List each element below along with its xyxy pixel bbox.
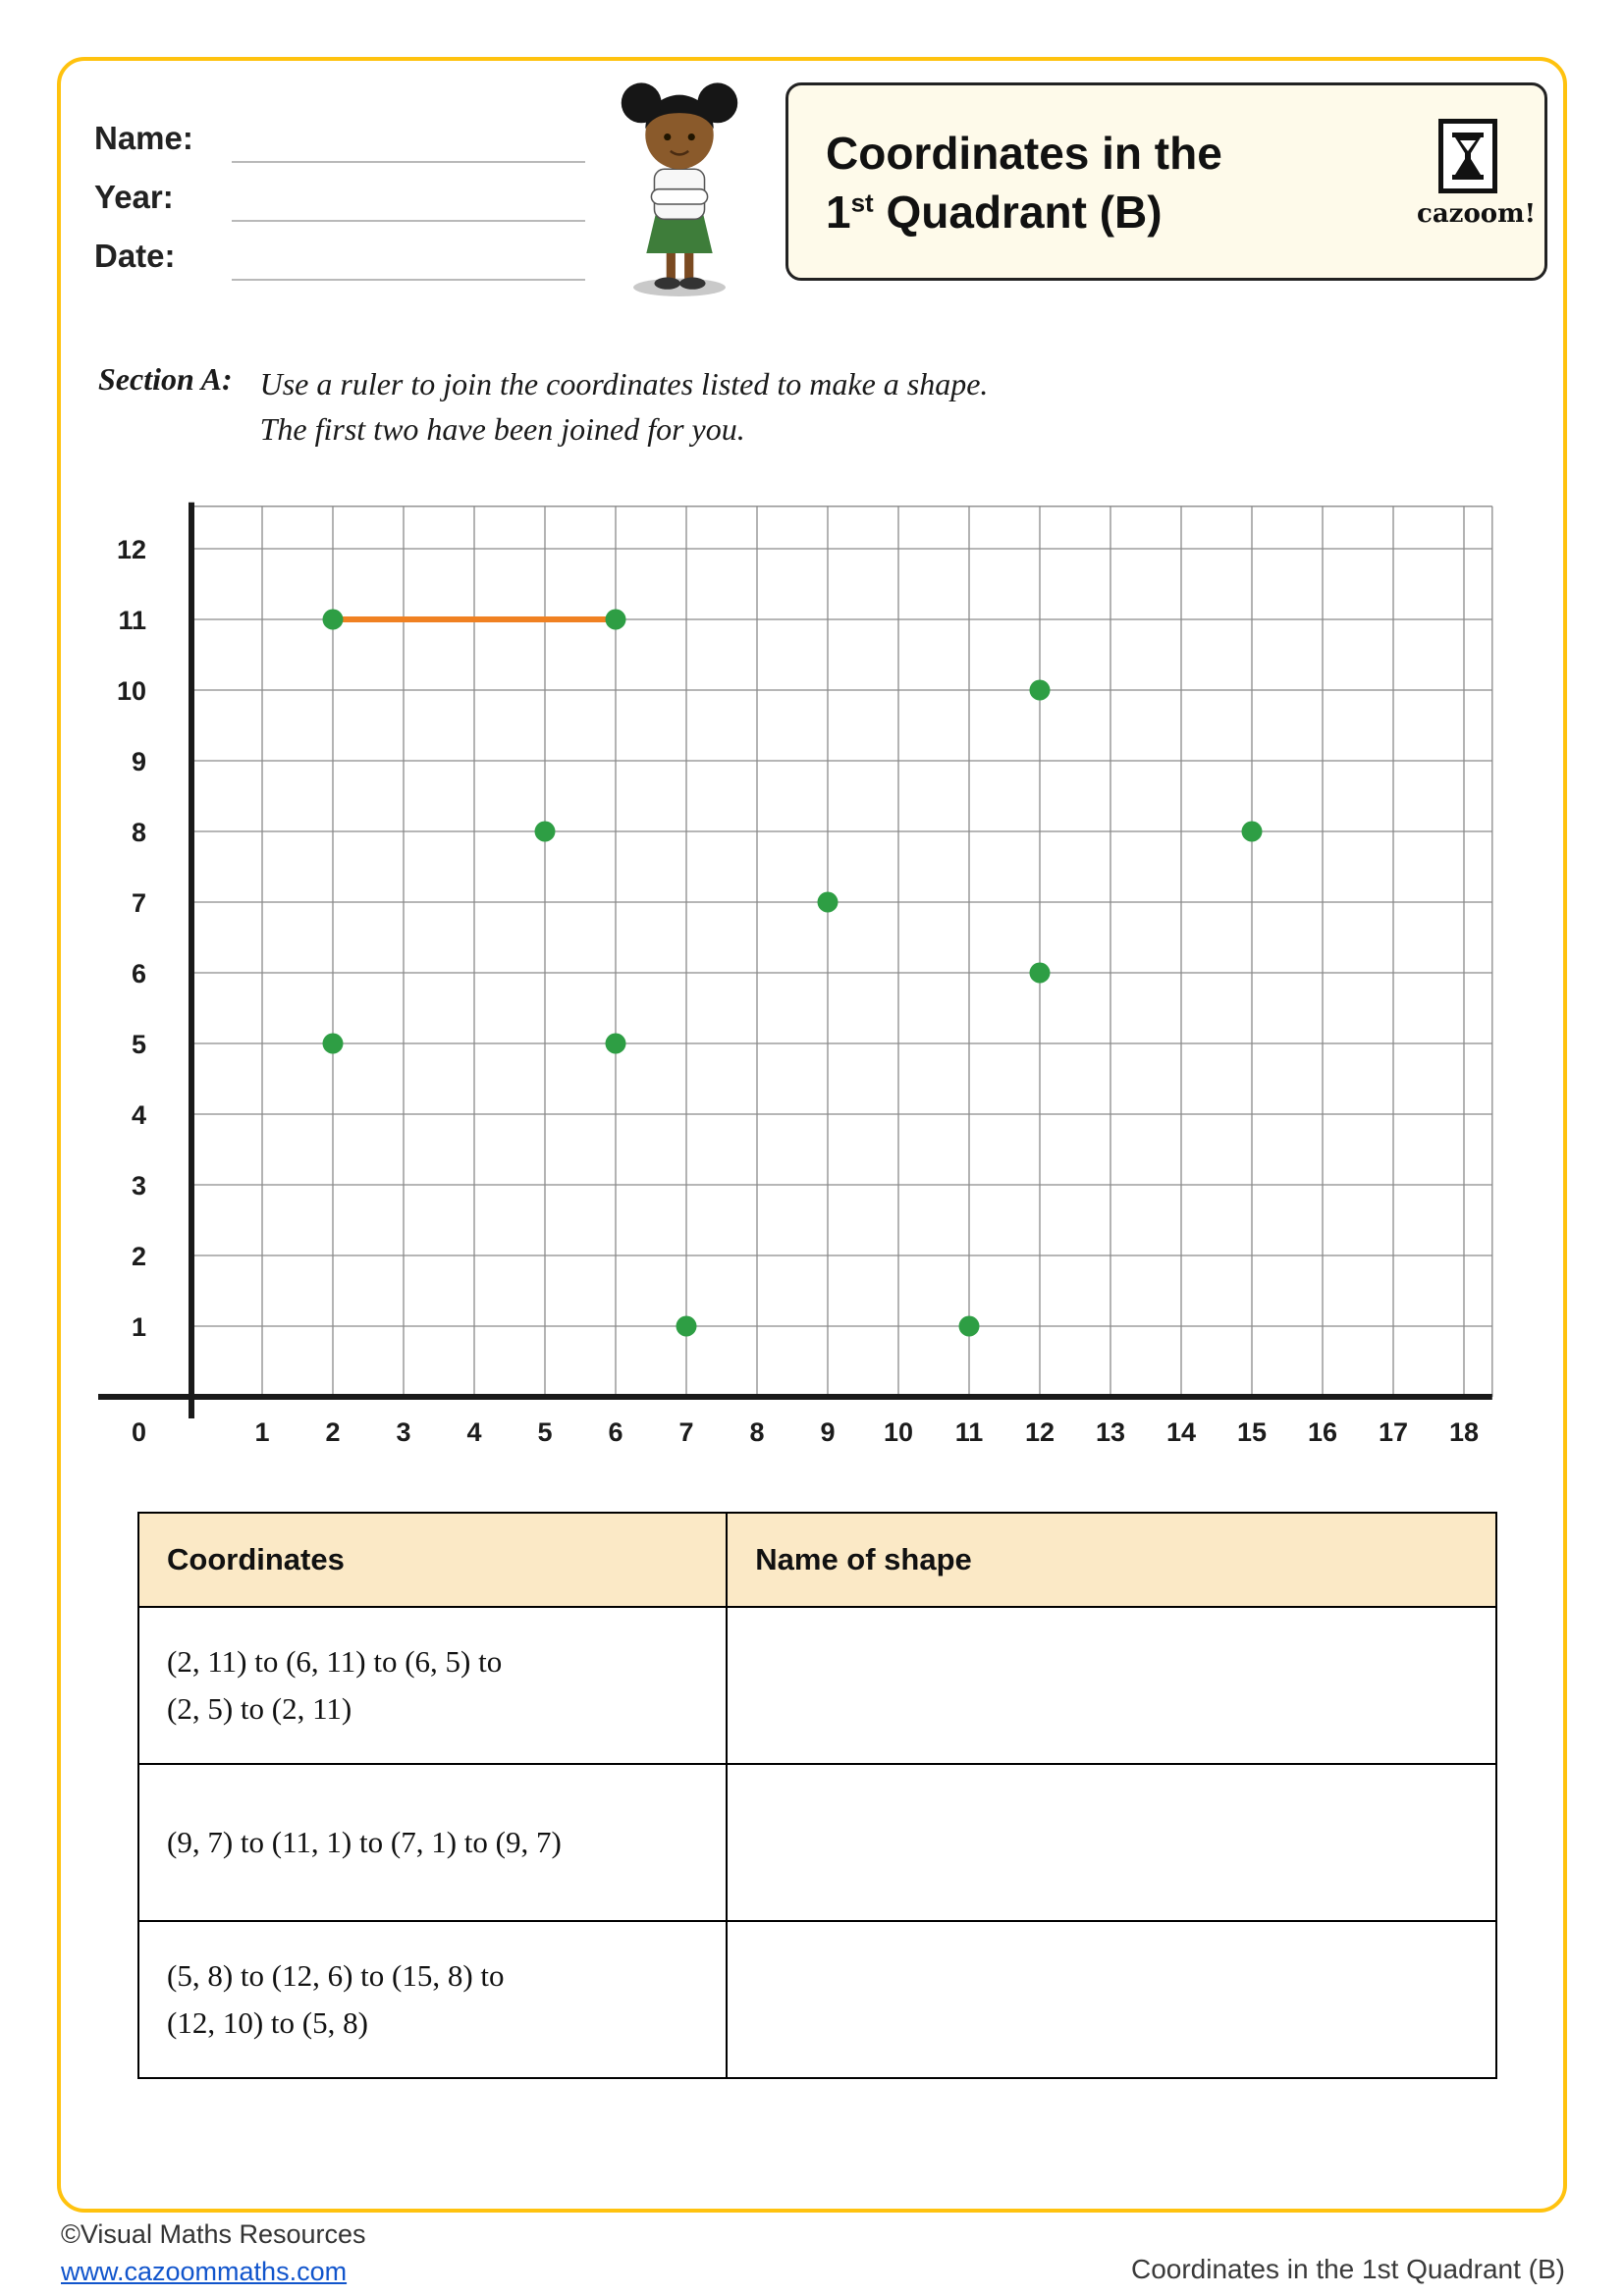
svg-text:4: 4 xyxy=(131,1100,146,1130)
svg-text:10: 10 xyxy=(883,1417,914,1447)
svg-text:11: 11 xyxy=(118,606,146,635)
plotted-point xyxy=(1030,680,1051,701)
svg-text:17: 17 xyxy=(1378,1417,1409,1447)
svg-text:14: 14 xyxy=(1165,1417,1197,1447)
worksheet-title-box xyxy=(785,82,1547,281)
plotted-point xyxy=(677,1316,697,1337)
title-ordinal-suffix: st xyxy=(850,187,874,218)
name-field-row xyxy=(94,104,585,163)
copyright-text: ©Visual Maths Resources xyxy=(61,2219,366,2249)
year-label: Year: xyxy=(94,179,174,215)
title-line-1: Coordinates in the xyxy=(826,128,1222,179)
shape-name-cell xyxy=(727,1607,1496,1764)
plotted-point xyxy=(606,1034,626,1054)
plotted-point xyxy=(818,892,839,913)
student-girl-illustration xyxy=(601,63,758,298)
coordinate-grid-area xyxy=(98,494,1512,1485)
svg-text:8: 8 xyxy=(131,818,146,847)
svg-text:2: 2 xyxy=(131,1242,146,1271)
svg-text:1: 1 xyxy=(131,1312,146,1342)
header-coordinates: Coordinates xyxy=(138,1513,727,1607)
svg-text:12: 12 xyxy=(1024,1417,1056,1447)
student-clipart xyxy=(601,63,758,303)
plotted-point xyxy=(959,1316,980,1337)
coordinate-grid xyxy=(98,494,1512,1480)
plotted-point xyxy=(1030,963,1051,984)
svg-text:3: 3 xyxy=(131,1171,146,1201)
date-field-row xyxy=(94,222,585,281)
svg-text:0: 0 xyxy=(131,1417,146,1447)
coordinates-table xyxy=(137,1512,1497,2079)
name-label: Name: xyxy=(94,120,193,156)
svg-text:4: 4 xyxy=(466,1417,482,1447)
student-info-fields xyxy=(94,104,585,281)
section-a-label: Section A: xyxy=(98,361,233,397)
svg-text:5: 5 xyxy=(537,1417,553,1447)
coordinates-line: (2, 11) to (6, 11) to (6, 5) to xyxy=(167,1643,503,1679)
svg-text:6: 6 xyxy=(131,959,146,988)
svg-text:7: 7 xyxy=(678,1417,694,1447)
section-a xyxy=(98,361,988,453)
page-title xyxy=(826,125,1222,242)
shape-name-cell xyxy=(727,1764,1496,1921)
plotted-point xyxy=(1242,822,1263,842)
coordinates-cell xyxy=(138,1921,727,2078)
footer-left xyxy=(61,2216,366,2291)
cazoommaths-link[interactable]: www.cazoommaths.com xyxy=(61,2256,348,2286)
svg-text:10: 10 xyxy=(116,676,146,706)
title-line-2-number: 1 xyxy=(826,186,851,238)
header-name-of-shape: Name of shape xyxy=(727,1513,1496,1607)
svg-text:13: 13 xyxy=(1095,1417,1126,1447)
svg-text:5: 5 xyxy=(131,1030,146,1059)
name-write-line xyxy=(232,124,585,163)
cazoom-logo-text: cazoom! xyxy=(1417,199,1537,229)
svg-text:15: 15 xyxy=(1236,1417,1268,1447)
svg-text:1: 1 xyxy=(254,1417,270,1447)
cazoom-logo-frame xyxy=(1438,119,1497,193)
table-row xyxy=(138,1764,1496,1921)
plotted-point xyxy=(535,822,556,842)
table-row xyxy=(138,1921,1496,2078)
shape-name-cell xyxy=(727,1921,1496,2078)
instruction-line-1: Use a ruler to join the coordinates listed to make a shape. xyxy=(259,366,989,401)
coordinates-line: (2, 5) to (2, 11) xyxy=(167,1691,352,1726)
plotted-point xyxy=(323,610,344,630)
instruction-line-2: The first two have been joined for you. xyxy=(259,411,745,448)
svg-text:8: 8 xyxy=(749,1417,765,1447)
table-header-row xyxy=(138,1513,1496,1607)
svg-text:11: 11 xyxy=(954,1417,984,1447)
svg-text:6: 6 xyxy=(608,1417,623,1447)
coordinates-line: (5, 8) to (12, 6) to (15, 8) to xyxy=(167,1957,505,1993)
title-line-2-rest: Quadrant (B) xyxy=(873,186,1163,238)
hourglass-icon xyxy=(1448,131,1488,182)
date-write-line xyxy=(232,241,585,281)
svg-text:7: 7 xyxy=(131,888,146,918)
plotted-point xyxy=(323,1034,344,1054)
table-row xyxy=(138,1607,1496,1764)
coordinates-line: (12, 10) to (5, 8) xyxy=(167,2005,368,2040)
coordinates-cell xyxy=(138,1607,727,1764)
svg-text:3: 3 xyxy=(396,1417,411,1447)
year-write-line xyxy=(232,183,585,222)
cazoom-logo xyxy=(1417,119,1537,229)
plotted-point xyxy=(606,610,626,630)
svg-text:9: 9 xyxy=(820,1417,836,1447)
section-a-instruction xyxy=(260,361,989,453)
svg-text:16: 16 xyxy=(1307,1417,1338,1447)
footer-worksheet-title: Coordinates in the 1st Quadrant (B) xyxy=(1130,2254,1565,2284)
date-label: Date: xyxy=(94,238,176,274)
svg-text:12: 12 xyxy=(116,535,146,564)
year-field-row xyxy=(94,163,585,222)
svg-text:18: 18 xyxy=(1448,1417,1480,1447)
coordinates-line: (9, 7) to (11, 1) to (7, 1) to (9, 7) xyxy=(167,1824,562,1859)
svg-text:9: 9 xyxy=(131,747,146,776)
svg-text:2: 2 xyxy=(325,1417,341,1447)
coordinates-cell xyxy=(138,1764,727,1921)
